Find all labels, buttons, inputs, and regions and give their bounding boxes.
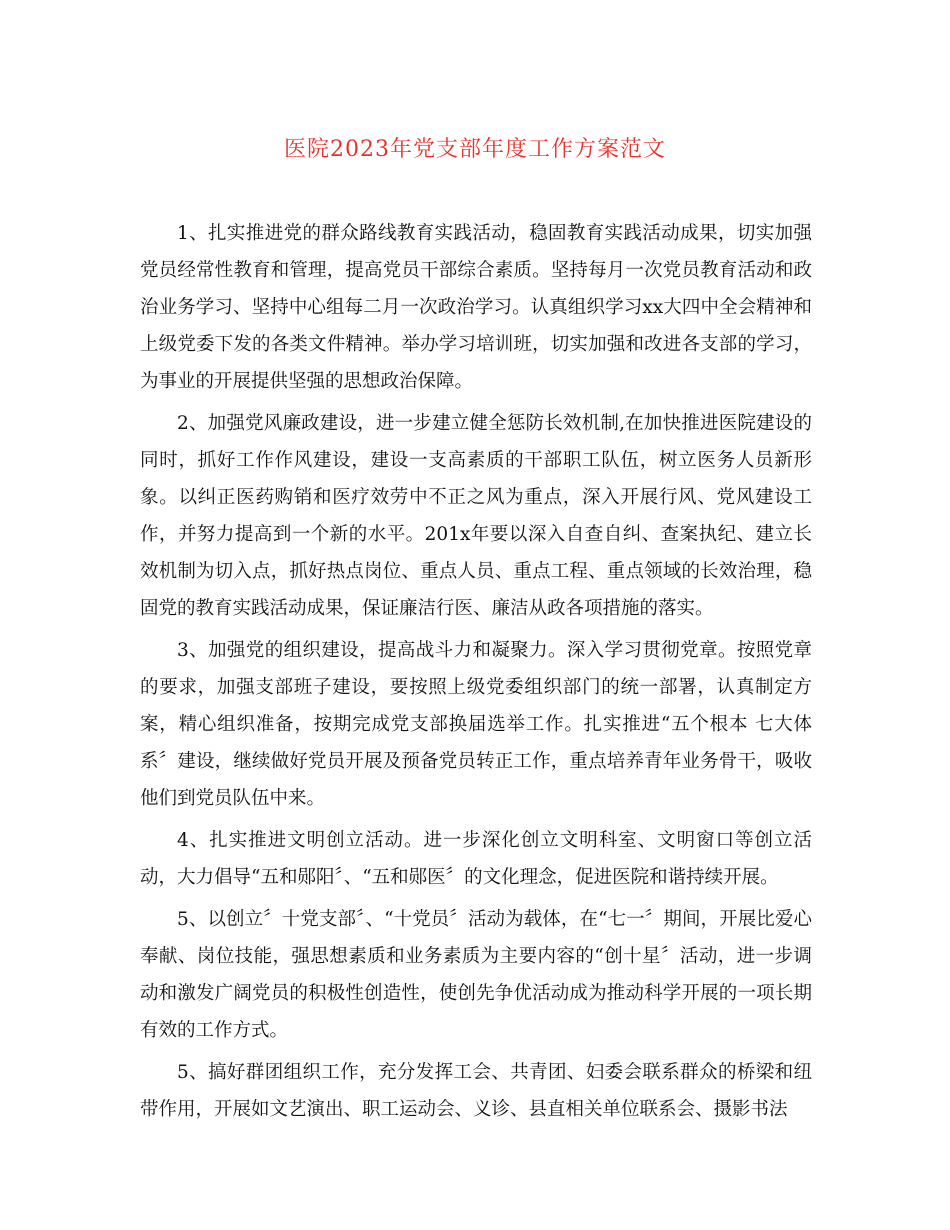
paragraph-1: 1、扎实推进党的群众路线教育实践活动，稳固教育实践活动成果，切实加强党员经常性教育和管理，提高党员干部综合素质。坚持每月一次党员教育活动和政治业务学习、坚持中心组每二月一次政治学习。认真组织学习xx大四中全会精神和上级党委下发的各类文件精神。举办学习培训班，切实加强和改进各支部的学习，为事业的开展提供坚强的思想政治保障。 bbox=[140, 223, 812, 392]
paragraph-5: 5、以创立〞十党支部〞、“十党员〞活动为载体，在“七一〞期间，开展比爱心奉献、岗位技能，强思想素质和业务素质为主要内容的“创十星〞活动，进一步调动和激发广阔党员的积极性创造性，使创先争优活动成为推动科学开展的一项长期有效的工作方式。 bbox=[140, 909, 812, 1041]
document-body bbox=[140, 215, 812, 1133]
paragraph-2: 2、加强党风廉政建设，进一步建立健全惩防长效机制,在加快推进医院建设的同时，抓好工作作风建设，建设一支高素质的干部职工队伍，树立医务人员新形象。以纠正医药购销和医疗效劳中不正之风为重点，深入开展行风、党风建设工作，并努力提高到一个新的水平。201x年要以深入自查自纠、查案执纪、建立长效机制为切入点，抓好热点岗位、重点人员、重点工程、重点领域的长效治理，稳固党的教育实践活动成果，保证廉洁行医、廉洁从政各项措施的落实。 bbox=[140, 413, 812, 619]
document-title: 医院2023年党支部年度工作方案范文 bbox=[284, 137, 666, 162]
paragraph-3: 3、加强党的组织建设，提高战斗力和凝聚力。深入学习贯彻党章。按照党章的要求，加强支部班子建设，要按照上级党委组织部门的统一部署，认真制定方案，精心组织准备，按期完成党支部换届选举工作。扎实推进“五个根本 七大体系〞建设，继续做好党员开展及预备党员转正工作，重点培养青年业务骨干，吸收他们到党员队伍中来。 bbox=[140, 640, 812, 809]
paragraph-6: 5、搞好群团组织工作，充分发挥工会、共青团、妇委会联系群众的桥梁和纽带作用，开展如文艺演出、职工运动会、义诊、县直相关单位联系会、摄影书法 bbox=[140, 1062, 812, 1120]
paragraph-4: 4、扎实推进文明创立活动。进一步深化创立文明科室、文明窗口等创立活动，大力倡导“五和郧阳〞、“五和郧医〞的文化理念，促进医院和谐持续开展。 bbox=[140, 830, 812, 888]
